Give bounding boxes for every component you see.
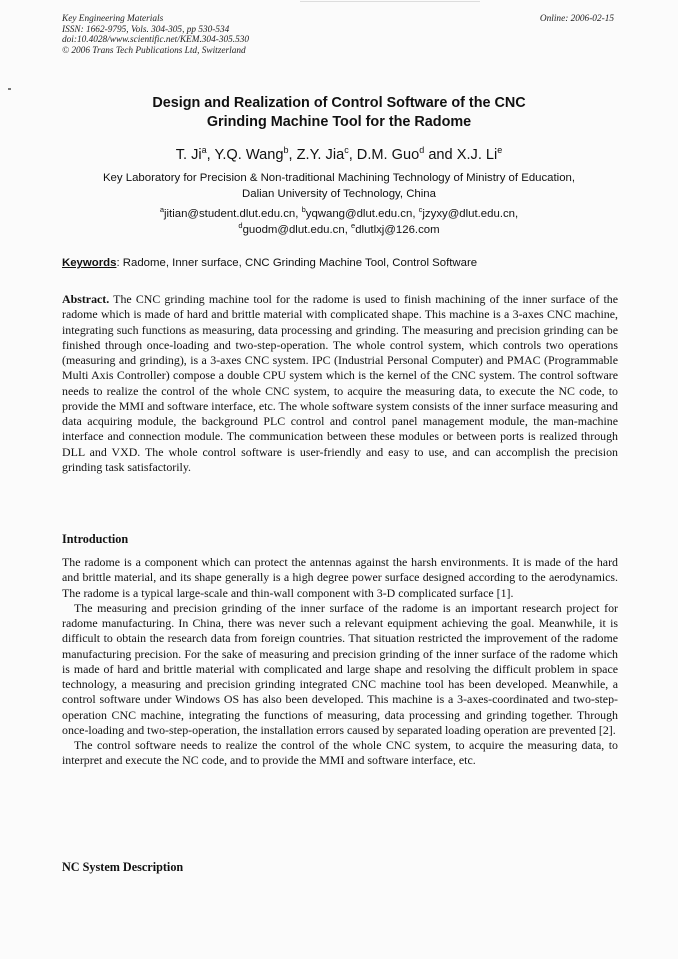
title-line-2: Grinding Machine Tool for the Radome — [206, 114, 472, 130]
author-superscript: a — [201, 145, 207, 155]
introduction-body — [62, 555, 618, 769]
affiliation-line-1: Key Laboratory for Precision & Non-traditional Machining Technology of Ministry of Education, — [102, 172, 576, 184]
email-list — [60, 206, 618, 238]
author-superscript: d — [419, 145, 425, 155]
author-superscript: c — [344, 145, 349, 155]
author-name: Z.Y. Jia — [296, 147, 345, 163]
paper-title — [60, 94, 618, 132]
top-edge-line — [300, 1, 480, 2]
introduction-paragraph: The radome is a component which can protect the antennas against the harsh environments. It is made of the hard and brittle material, and its shape generally is a high degree power surface designed according to the aerodynamics. The radome is a typical large-scale and thin-wall component with 3-D complicated surface [1]. — [62, 555, 618, 600]
email-address[interactable]: dlutlxj@126.com — [355, 224, 440, 236]
journal-header — [62, 14, 249, 56]
author-separator: , — [206, 147, 215, 163]
author-superscript: b — [283, 145, 289, 155]
abstract-label: Abstract. — [62, 292, 110, 306]
author-list — [60, 146, 618, 164]
issn-line: ISSN: 1662-9795, Vols. 304-305, pp 530-534 — [62, 24, 230, 35]
author-separator: , — [288, 147, 297, 163]
author-name: T. Ji — [175, 147, 202, 163]
keywords-text: : Radome, Inner surface, CNC Grinding Machine Tool, Control Software — [116, 257, 478, 269]
email-line-2: $^d$guodm@dlut.edu.cn, $^e$dlutlxj@126.com — [238, 221, 440, 236]
email-superscript: e — [351, 221, 356, 230]
nc-system-heading: NC System Description — [62, 860, 184, 874]
email-superscript: b — [301, 205, 306, 214]
abstract — [62, 292, 618, 475]
email-line-1: $^a$jitian@student.dlut.edu.cn, $^b$yqwang@dlut.edu.cn, $^c$jzyxy@dlut.edu.cn, — [159, 205, 519, 220]
author-superscript: e — [497, 145, 503, 155]
author-separator: , — [348, 147, 357, 163]
introduction-paragraph: The control software needs to realize the control of the whole CNC system, to acquire the measuring data, to interpret and execute the NC code, and to provide the MMI and software interface, etc. — [62, 738, 618, 768]
affiliation — [60, 170, 618, 202]
author-separator: and — [424, 147, 457, 163]
title-line-1: Design and Realization of Control Software of the CNC — [152, 95, 526, 111]
email-address[interactable]: jitian@student.dlut.edu.cn — [163, 208, 296, 220]
author-name: X.J. Li — [456, 147, 498, 163]
author-name: D.M. Guo — [356, 147, 420, 163]
online-date: Online: 2006-02-15 — [539, 14, 614, 24]
email-superscript: d — [238, 221, 243, 230]
scan-speck — [8, 88, 11, 90]
abstract-text: The CNC grinding machine tool for the radome is used to finish machining of the inner surface of the radome which is made of hard and brittle material with complicated shape. This machine is a 3-axes CNC machine, integrating such functions as measuring, data processing and grinding. The measuring and precision grinding can be finished through once-loading and two-step-operation. The whole control system, which controls two operations (measuring and grinding), is a 3-axes CNC system. IPC (Industrial Personal Computer) and PMAC (Programmable Multi Axis Controller) compose a double CPU system which is the kernel of the CNC system. The control software needs to realize the control of the whole CNC system, to acquire the measuring data, to execute the NC code, to provide the MMI and software interface, etc. The whole software system consists of the inner surface measuring and data acquiring module, the background PLC control and control panel management module, the man-machine interface and connection module. The communication between these modules or between ports is realized through DLL and VXD. The whole control software is user-friendly and easy to use, and can accomplish the precision grinding task satisfactorily. — [62, 292, 618, 474]
email-address[interactable]: guodm@dlut.edu.cn — [242, 224, 345, 236]
keywords-line — [62, 256, 618, 271]
doi-line: doi:10.4028/www.scientific.net/KEM.304-305.530 — [62, 35, 250, 46]
journal-name: Key Engineering Materials — [62, 14, 164, 24]
keywords-label: Keywords — [62, 257, 117, 269]
email-superscript: a — [159, 205, 164, 214]
copyright-line: © 2006 Trans Tech Publications Ltd, Switzerland — [62, 45, 246, 56]
email-address[interactable]: yqwang@dlut.edu.cn — [305, 208, 413, 220]
email-superscript: c — [418, 205, 423, 214]
email-address[interactable]: jzyxy@dlut.edu.cn — [422, 208, 516, 220]
affiliation-line-2: Dalian University of Technology, China — [242, 188, 436, 200]
author-name: Y.Q. Wang — [214, 147, 284, 163]
introduction-paragraph: The measuring and precision grinding of the inner surface of the radome is an important research project for radome manufacturing. In China, there was never such a relevant equipment achieving the goal. Meanwhile, it is difficult to obtain the research data from foreign countries. That situation restricted the improvement of the radome manufacturing precision. For the sake of measuring and precision grinding of the inner surface of the radome which is made of hard and brittle material with complicated and large shape and resolving the difficult problem in space technology, a measuring and precision grinding integrated CNC machine tool has been developed. Meanwhile, a control software under Windows OS has also been developed. This machine is a 3-axes-coordinated and two-step-operation CNC machine, integrating the functions of measuring, data processing and grinding together. Through once-loading and two-step-operation, the installation errors caused by separated loading operation are prevented [2]. — [62, 600, 618, 737]
introduction-heading: Introduction — [62, 532, 129, 546]
